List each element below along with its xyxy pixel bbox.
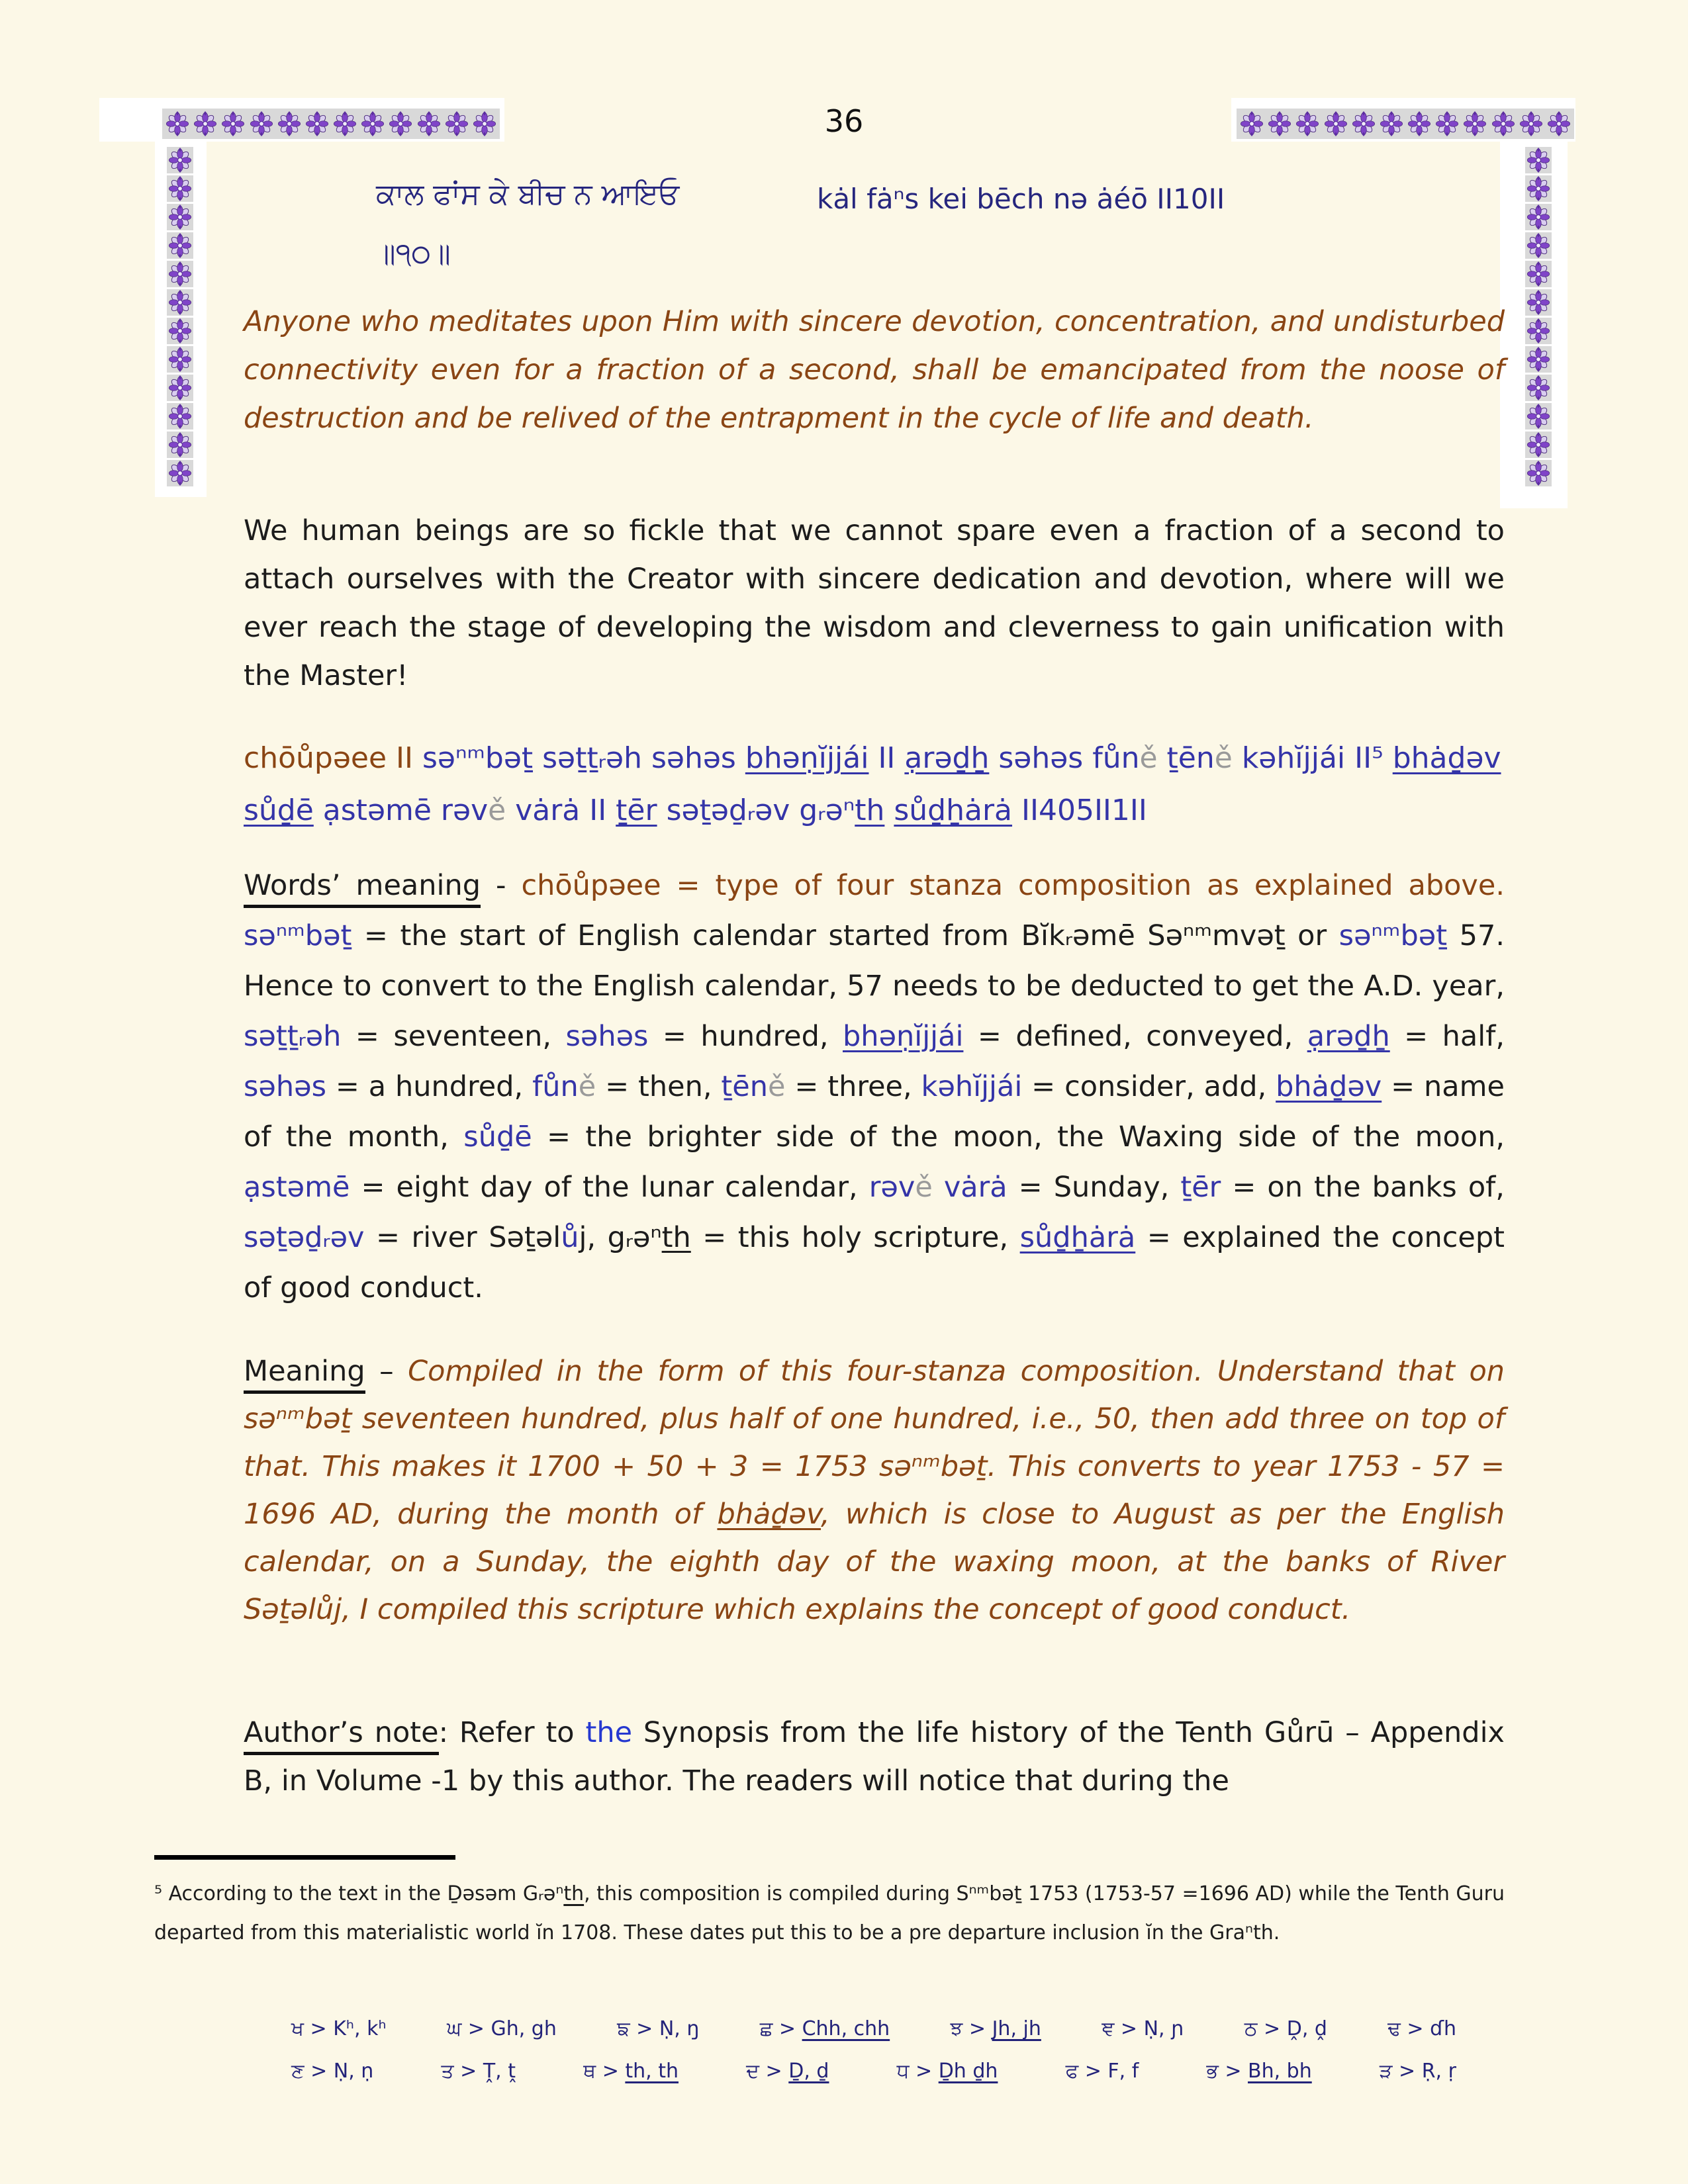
text-segment: səṯəḏᵣəv xyxy=(244,1221,365,1254)
text-segment: fůn xyxy=(532,1070,579,1103)
text-segment: ạstəmē rəv xyxy=(313,794,489,827)
flower-icon xyxy=(167,205,193,230)
border-left-column xyxy=(167,147,193,486)
page-number: 36 xyxy=(824,103,864,139)
flower-icon xyxy=(1526,432,1551,457)
gurmukhi-letter: ਙ > xyxy=(617,2017,659,2040)
text-segment: ě xyxy=(767,1070,786,1103)
text-segment: = name of the month, xyxy=(244,1070,1505,1154)
flower-icon xyxy=(167,375,193,400)
transliteration-key-row-2 xyxy=(291,2060,1456,2083)
text-segment: rəv xyxy=(868,1171,915,1204)
gurmukhi-letter: ਦ > xyxy=(746,2060,789,2083)
text-segment: = explained the concept of good conduct. xyxy=(244,1221,1505,1304)
flower-cell xyxy=(1525,460,1552,486)
gurmukhi-letter: ਤ > xyxy=(441,2060,483,2083)
flower-icon xyxy=(167,432,193,457)
text-segment: səhəs fůn xyxy=(989,741,1140,775)
flower-icon xyxy=(167,290,193,315)
text-segment: chōůpəee II xyxy=(244,741,422,775)
flower-icon xyxy=(167,148,193,173)
flower-cell xyxy=(167,204,193,230)
gurmukhi-letter: ਧ > xyxy=(896,2060,939,2083)
text-segment: II xyxy=(868,741,905,775)
roman-equivalent: ɗh xyxy=(1430,2017,1456,2040)
flower-cell xyxy=(167,318,193,344)
flower-icon xyxy=(167,461,193,486)
flower-cell xyxy=(1525,375,1552,401)
text-segment: th xyxy=(661,1221,691,1254)
gurmukhi-letter: ਞ > xyxy=(1102,2017,1144,2040)
key-cell xyxy=(1102,2017,1184,2040)
text-segment: ạstəmē xyxy=(244,1171,350,1204)
flower-cell xyxy=(1525,289,1552,316)
flower-cell xyxy=(167,375,193,401)
gurmukhi-letter: ੜ > xyxy=(1379,2060,1422,2083)
key-cell xyxy=(950,2017,1041,2040)
text-segment: = type of four stanza composition as explained above. xyxy=(661,869,1505,902)
commentary-paragraph: We human beings are so fickle that we cannot spare even a fraction of a second to attach ourselves with the Creator with sincere dedication and devotion, where will we ever reach the stage of developing the wisdom and cleverness to gain unification with the Master! xyxy=(244,514,1505,692)
flower-cell xyxy=(1525,403,1552,430)
footnote-text xyxy=(154,1874,1534,1952)
text-segment: səⁿᵐbəṯ səṯṯᵣəh səhəs xyxy=(422,741,745,775)
roman-equivalent: th, th xyxy=(625,2060,679,2083)
flower-icon xyxy=(167,318,193,343)
text-segment: = river Səṯəl xyxy=(364,1221,561,1254)
text-segment: ṯēr xyxy=(616,794,657,827)
text-segment: = this holy scripture, xyxy=(690,1221,1020,1254)
text-segment: səṯəḏᵣəv gᵣəⁿ xyxy=(657,794,855,827)
flower-cell xyxy=(167,147,193,173)
flower-icon xyxy=(1526,148,1551,173)
text-segment: bhəṇĭjjái xyxy=(745,741,869,775)
key-cell xyxy=(617,2017,699,2040)
text-segment: = the start of English calendar started from Bĭkᵣəmē Səⁿᵐmvəṯ or xyxy=(352,919,1339,952)
text-segment: ě xyxy=(915,1171,933,1204)
flower-cell xyxy=(1525,261,1552,287)
roman-equivalent: Jh, jh xyxy=(992,2017,1041,2040)
meaning-paragraph xyxy=(244,1347,1505,1633)
key-cell xyxy=(291,2060,373,2083)
text-segment: = on the banks of, xyxy=(1221,1171,1505,1204)
roman-equivalent: Ḏ, ḏ xyxy=(788,2060,829,2083)
text-segment: = three, xyxy=(785,1070,921,1103)
key-cell xyxy=(1206,2060,1311,2083)
flower-icon xyxy=(1526,404,1551,429)
flower-icon xyxy=(167,261,193,287)
roman-equivalent: Ḏh ḏh xyxy=(938,2060,998,2083)
text-segment: sůḏē xyxy=(244,794,314,827)
text-segment: səⁿᵐbəṯ xyxy=(1338,919,1448,952)
flower-cell xyxy=(167,432,193,458)
text-segment: səⁿᵐbəṯ xyxy=(244,919,352,952)
text-segment xyxy=(884,794,894,827)
gurmukhi-letter: ਢ > xyxy=(1387,2017,1430,2040)
flower-icon xyxy=(167,347,193,372)
text-segment: bhəṇĭjjái xyxy=(843,1020,964,1053)
text-segment: = consider, add, xyxy=(1022,1070,1276,1103)
flower-cell xyxy=(167,232,193,259)
gurmukhi-verse: ਕਾਲ ਫਾਂਸ ਕੇ ਬੀਚ ਨ ਆਇਓ xyxy=(376,177,680,211)
roman-equivalent: F, f xyxy=(1107,2060,1139,2083)
flower-cell xyxy=(1525,204,1552,230)
text-segment: th xyxy=(563,1882,585,1905)
text-segment: bhȧḏəv xyxy=(1276,1070,1382,1103)
text-segment: – xyxy=(365,1355,408,1388)
text-segment: j, gᵣəⁿ xyxy=(579,1221,662,1254)
transliteration-key-row-1 xyxy=(291,2017,1456,2040)
translation-paragraph: Anyone who meditates upon Him with sincere devotion, concentration, and undisturbed connectivity even for a fraction of a second, shall be emancipated from the noose of destruction and be relived of the entrapment in the cycle of life and death. xyxy=(244,305,1505,435)
text-segment: ṯēr xyxy=(1180,1171,1221,1204)
text-segment: ě xyxy=(578,1070,596,1103)
key-cell xyxy=(746,2060,829,2083)
gurmukhi-letter: ਘ > xyxy=(446,2017,491,2040)
flower-cell xyxy=(167,460,193,486)
roman-equivalent: Ṇ, ŋ xyxy=(659,2017,700,2040)
text-segment: ě xyxy=(488,794,506,827)
text-segment: - xyxy=(481,869,522,902)
key-cell xyxy=(760,2017,890,2040)
flower-icon xyxy=(1526,375,1551,400)
text-segment: = hundred, xyxy=(648,1020,843,1053)
flower-cell xyxy=(1525,318,1552,344)
flower-cell xyxy=(167,261,193,287)
text-segment: ě xyxy=(1139,741,1158,775)
text-segment: bhȧḏəv xyxy=(717,1498,821,1531)
key-cell xyxy=(1066,2060,1139,2083)
text-segment: səṯṯᵣəh xyxy=(244,1020,342,1053)
text-segment: səhəs xyxy=(565,1020,649,1053)
text-segment: ů xyxy=(561,1221,579,1254)
flower-cell xyxy=(1525,175,1552,202)
gurmukhi-letter: ਫ > xyxy=(1065,2060,1108,2083)
flower-icon xyxy=(1526,461,1551,486)
key-cell xyxy=(1387,2017,1456,2040)
flower-icon xyxy=(167,404,193,429)
gurmukhi-verse-number: ॥੧੦॥ xyxy=(376,237,451,271)
gurmukhi-letter: ਝ > xyxy=(950,2017,992,2040)
flower-icon xyxy=(1526,205,1551,230)
flower-cell xyxy=(167,289,193,316)
text-segment: = defined, conveyed, xyxy=(963,1020,1307,1053)
text-segment: bhȧḏəv xyxy=(1392,741,1501,775)
text-segment: = seventeen, xyxy=(341,1020,566,1053)
flower-icon xyxy=(167,233,193,258)
flower-cell xyxy=(167,403,193,430)
roman-equivalent: Gh, gh xyxy=(491,2017,557,2040)
flower-cell xyxy=(1525,432,1552,458)
flower-cell xyxy=(1525,232,1552,259)
flower-cell xyxy=(167,346,193,373)
text-segment: = a hundred, xyxy=(326,1070,533,1103)
roman-equivalent: Ṛ, ṛ xyxy=(1421,2060,1456,2083)
key-cell xyxy=(583,2060,679,2083)
key-cell xyxy=(441,2060,516,2083)
gurmukhi-letter: ਣ > xyxy=(291,2060,334,2083)
gurmukhi-letter: ਠ > xyxy=(1244,2017,1287,2040)
key-cell xyxy=(291,2017,387,2040)
words-meaning-paragraph xyxy=(244,860,1505,1313)
text-segment: = then, xyxy=(596,1070,722,1103)
text-segment: = eight day of the lunar calendar, xyxy=(350,1171,869,1204)
text-segment: sůḏẖȧrȧ xyxy=(894,794,1013,827)
flower-cell xyxy=(1525,346,1552,373)
flower-icon xyxy=(1526,347,1551,372)
flower-icon xyxy=(1526,176,1551,201)
text-segment: ṯēn xyxy=(1157,741,1215,775)
text-segment: vȧrȧ xyxy=(932,1171,1008,1204)
text-segment: sůḏē xyxy=(463,1120,532,1154)
text-segment: = Sunday, xyxy=(1007,1171,1181,1204)
flower-cell xyxy=(167,175,193,202)
text-segment: , this composition is compiled during Sⁿᵐbəṯ 1753 (1753-57 =1696 AD) while the Tenth Guru departed from this materialistic world ĭn 1708. These dates put this to be a pre departure inclusion ĭn the Graⁿth. xyxy=(154,1882,1505,1944)
text-segment: : Refer to xyxy=(438,1716,586,1749)
roman-equivalent: Ṱ, ṱ xyxy=(483,2060,516,2083)
key-cell xyxy=(1244,2017,1327,2040)
roman-equivalent: Chh, chh xyxy=(802,2017,890,2040)
text-segment: Compiled in the form of this four-stanza composition. Understand that on səⁿᵐbəṯ seventeen hundred, plus half of one hundred, i.e., 50, then add three on top of that. This makes it 1700 + 50 + 3 = 1753 səⁿᵐbəṯ. This converts to year 1753 - 57 = 1696 AD, during the month of xyxy=(244,1355,1505,1531)
flower-icon xyxy=(1526,261,1551,287)
authors-note-paragraph xyxy=(244,1709,1505,1805)
roman-equivalent: Kʰ, kʰ xyxy=(333,2017,387,2040)
key-cell xyxy=(1380,2060,1456,2083)
gurmukhi-letter: ਖ > xyxy=(291,2017,334,2040)
text-segment: Synopsis from the life history of the Tenth Gůrū – Appendix B, in Volume -1 by this author. The readers will notice that during the xyxy=(244,1716,1505,1797)
roman-equivalent: Ṇ, ṇ xyxy=(333,2060,374,2083)
text-segment: ě xyxy=(1214,741,1233,775)
footnote-separator-rule xyxy=(154,1855,455,1860)
gurmukhi-letter: ਭ > xyxy=(1206,2060,1248,2083)
text-segment: kəhĭjjái II⁵ xyxy=(1232,741,1393,775)
text-segment: II405II1II xyxy=(1012,794,1147,827)
text-segment: th xyxy=(855,794,885,827)
key-cell xyxy=(897,2060,998,2083)
gurmukhi-letter: ਥ > xyxy=(583,2060,626,2083)
flower-icon xyxy=(167,176,193,201)
text-segment: the xyxy=(585,1716,633,1749)
text-segment: ṯēn xyxy=(721,1070,768,1103)
flower-icon xyxy=(1526,318,1551,343)
text-segment: , which is close to August as per the English calendar, on a Sunday, the eighth day of the waxing moon, at the banks of River Səṯəlůj, I compiled this scripture which explains the concept of good conduct. xyxy=(244,1498,1505,1626)
text-segment: ⁵ According to the text in the Ḏəsəm Gᵣəⁿ xyxy=(154,1882,564,1905)
text-segment: = the brighter side of the moon, the Waxing side of the moon, xyxy=(532,1120,1505,1154)
roman-equivalent: Ḓ, ḓ xyxy=(1286,2017,1327,2040)
key-cell xyxy=(447,2017,557,2040)
flower-icon xyxy=(1526,290,1551,315)
text-segment: 57. Hence to convert to the English calendar, 57 needs to be deducted to get the A.D. year, xyxy=(244,919,1505,1003)
text-segment: = half, xyxy=(1389,1020,1505,1053)
couplet-verse xyxy=(244,732,1505,837)
border-right-column xyxy=(1525,147,1552,486)
flower-cell xyxy=(1525,147,1552,173)
flower-icon xyxy=(1526,233,1551,258)
text-segment: vȧrȧ II xyxy=(506,794,616,827)
text-segment: ạrəḏẖ xyxy=(1307,1020,1390,1053)
roman-equivalent: Ṇ, ɲ xyxy=(1143,2017,1184,2040)
text-segment: chōůpəee xyxy=(521,869,661,902)
text-segment: Author’s note xyxy=(244,1716,439,1755)
text-segment: səhəs xyxy=(244,1070,326,1103)
gurmukhi-letter: ਛ > xyxy=(759,2017,802,2040)
roman-equivalent: Bh, bh xyxy=(1248,2060,1312,2083)
text-segment: Meaning xyxy=(244,1355,365,1394)
verse-transliteration: kȧl fȧⁿs kei bēch nə ȧéō II10II xyxy=(817,183,1225,215)
text-segment: Words’ meaning xyxy=(244,869,481,908)
text-segment: kəhĭjjái xyxy=(921,1070,1023,1103)
text-segment: ạrəḏẖ xyxy=(904,741,990,775)
text-segment: sůḏẖȧrȧ xyxy=(1019,1221,1136,1254)
